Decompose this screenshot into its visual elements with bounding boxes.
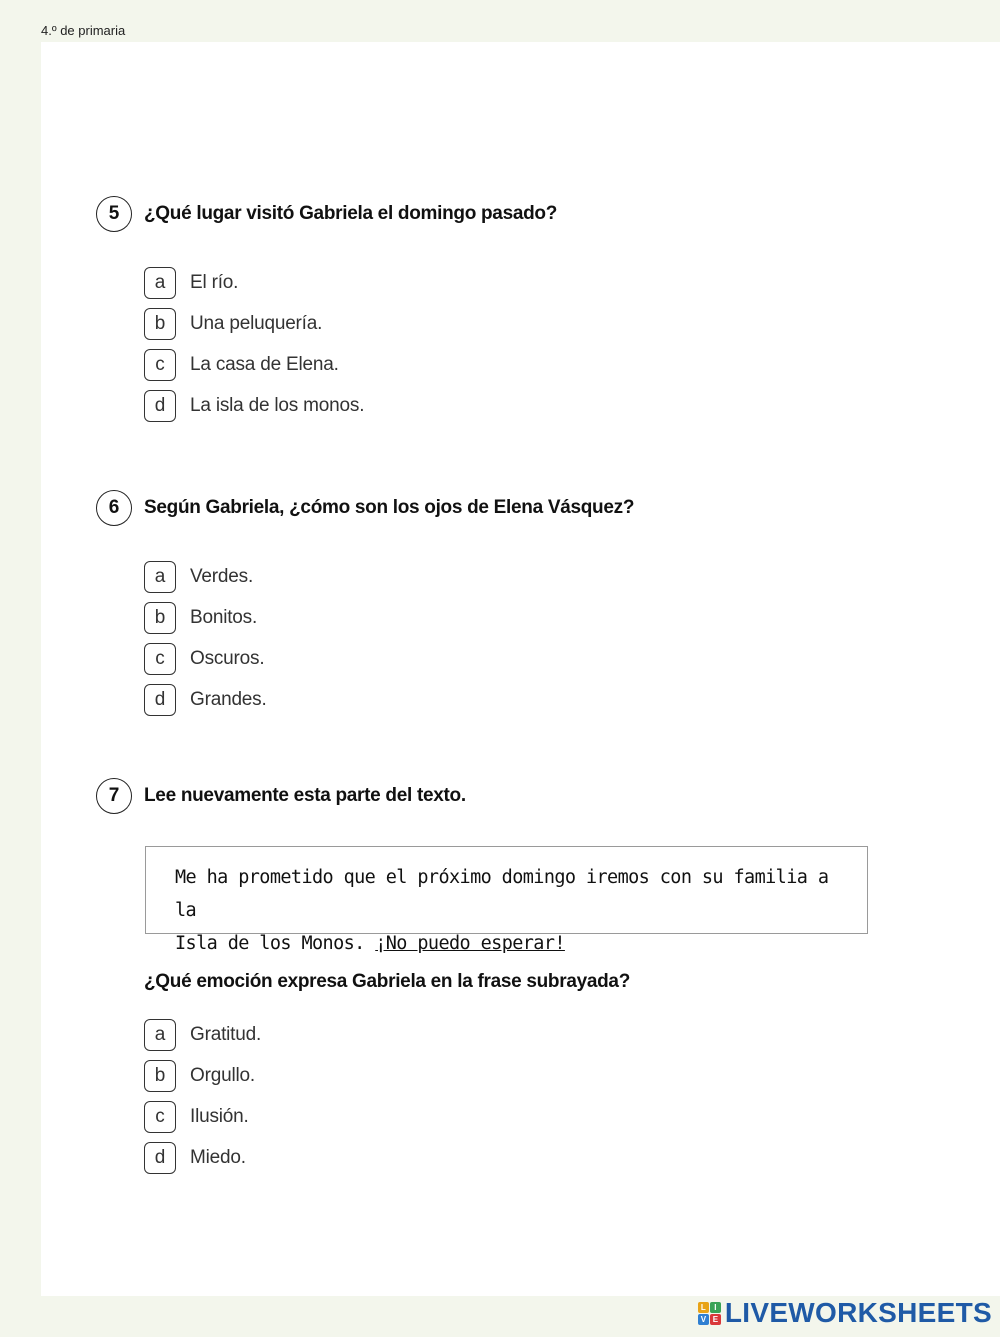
logo-letter-v: V [698,1314,709,1325]
option-text: Una peluquería. [190,313,323,334]
option-text: Gratitud. [190,1024,262,1045]
option-letter[interactable]: b [144,602,176,634]
option-letter[interactable]: d [144,1142,176,1174]
option-text: Orgullo. [190,1065,255,1086]
question-5-number: 5 [96,196,132,232]
option-6c[interactable] [144,643,264,675]
option-text: La isla de los monos. [190,395,365,416]
grade-label: 4.º de primaria [41,23,126,38]
option-letter[interactable]: b [144,308,176,340]
logo-text: LIVEWORKSHEETS [724,1297,992,1328]
question-7-subquestion: ¿Qué emoción expresa Gabriela en la frase subrayada? [144,971,630,992]
option-7a[interactable] [144,1019,261,1051]
option-5c[interactable] [144,349,339,381]
logo-letter-i: I [710,1302,721,1313]
option-letter[interactable]: d [144,390,176,422]
quote-line-1: Me ha prometido que el próximo domingo iremos con su familia a la [175,867,829,921]
option-6d[interactable] [144,684,267,716]
option-6a[interactable] [144,561,253,593]
quote-plain-text: Isla de los Monos. [175,933,376,954]
option-letter[interactable]: a [144,561,176,593]
question-5-text: ¿Qué lugar visitó Gabriela el domingo pasado? [144,203,558,224]
question-7-text: Lee nuevamente esta parte del texto. [144,785,466,806]
quote-line-2 [175,927,839,960]
option-5d[interactable] [144,390,364,422]
option-letter[interactable]: d [144,684,176,716]
logo-mark-icon [698,1302,721,1325]
option-text: El río. [190,272,239,293]
question-6-text: Según Gabriela, ¿cómo son los ojos de Elena Vásquez? [144,497,635,518]
option-text: Miedo. [190,1147,246,1168]
logo-letter-e: E [710,1314,721,1325]
option-text: Oscuros. [190,648,265,669]
option-5b[interactable] [144,308,322,340]
logo-letter-l: L [698,1302,709,1313]
option-text: Grandes. [190,689,267,710]
option-7d[interactable] [144,1142,246,1174]
option-text: Verdes. [190,566,254,587]
option-6b[interactable] [144,602,257,634]
question-6-number: 6 [96,490,132,526]
option-7c[interactable] [144,1101,249,1133]
option-letter[interactable]: a [144,267,176,299]
question-7-number: 7 [96,778,132,814]
option-letter[interactable]: b [144,1060,176,1092]
quote-box [145,846,868,954]
option-text: La casa de Elena. [190,354,339,375]
liveworksheets-logo [698,1297,992,1329]
option-letter[interactable]: c [144,1101,176,1133]
underlined-phrase: ¡No puedo esperar! [375,933,565,954]
option-letter[interactable]: a [144,1019,176,1051]
option-text: Ilusión. [190,1106,249,1127]
option-letter[interactable]: c [144,349,176,381]
option-letter[interactable]: c [144,643,176,675]
option-7b[interactable] [144,1060,255,1092]
option-5a[interactable] [144,267,238,299]
option-text: Bonitos. [190,607,258,628]
